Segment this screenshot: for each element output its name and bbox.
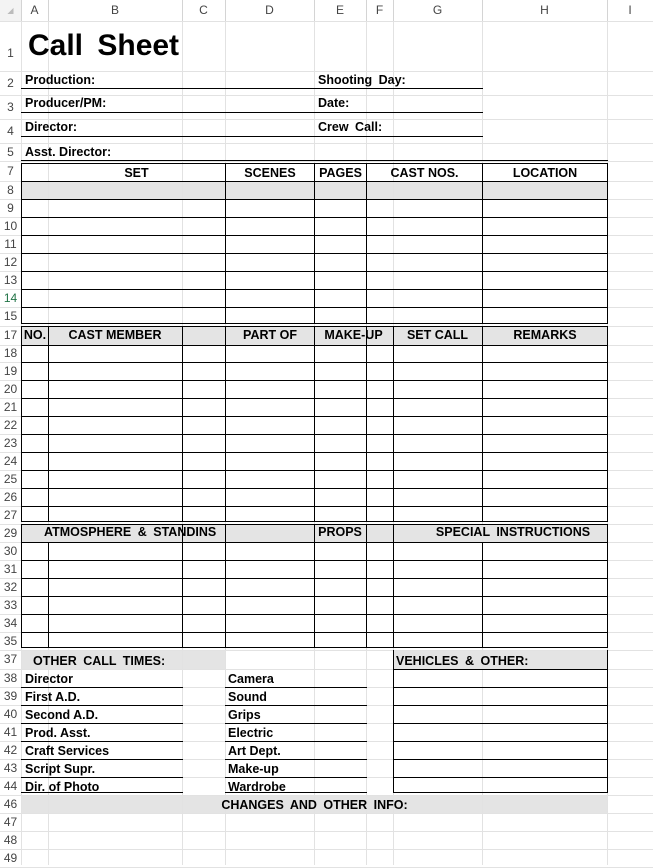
cell-border — [225, 326, 226, 522]
row-header-18[interactable]: 18 — [0, 345, 21, 363]
row-header-38[interactable]: 38 — [0, 669, 21, 688]
cell-border — [393, 792, 608, 793]
column-header-b[interactable]: B — [48, 0, 183, 21]
column-header-c[interactable]: C — [182, 0, 226, 21]
call-time-5[interactable]: Script Supr. — [25, 762, 96, 776]
row-header-43[interactable]: 43 — [0, 759, 21, 778]
row-header-44[interactable]: 44 — [0, 777, 21, 796]
cell-border — [225, 524, 226, 648]
cell-border — [182, 326, 183, 522]
cell-border — [482, 542, 483, 648]
row-header-48[interactable]: 48 — [0, 831, 21, 850]
cell-border — [366, 524, 367, 648]
row-header-8[interactable]: 8 — [0, 181, 21, 200]
cell-border — [48, 326, 49, 522]
sheet-title[interactable]: Call Sheet — [28, 29, 180, 62]
row-header-26[interactable]: 26 — [0, 488, 21, 507]
row-header-24[interactable]: 24 — [0, 452, 21, 471]
row-header-40[interactable]: 40 — [0, 705, 21, 724]
row-header-37[interactable]: 37 — [0, 650, 21, 670]
call-time-0[interactable]: Director — [25, 672, 73, 686]
row-header-5[interactable]: 5 — [0, 143, 21, 162]
cell-border — [21, 326, 22, 522]
cell-border — [393, 524, 394, 648]
call-time-dept-3[interactable]: Electric — [228, 726, 274, 740]
cell-border — [48, 542, 49, 648]
cell-border — [366, 163, 367, 324]
cell-border — [314, 326, 315, 522]
production-label[interactable]: Production: — [25, 73, 96, 87]
asst-director-label[interactable]: Asst. Director: — [25, 145, 112, 159]
call-time-dept-5[interactable]: Make-up — [228, 762, 279, 776]
gridline-row — [0, 161, 653, 162]
column-header-f[interactable]: F — [366, 0, 394, 21]
row-header-42[interactable]: 42 — [0, 741, 21, 760]
cell-border — [21, 112, 315, 113]
cast-nos-header[interactable]: CAST NOS. — [390, 166, 459, 180]
cell-border — [393, 777, 608, 778]
producer-pm-label[interactable]: Producer/PM: — [25, 96, 107, 110]
cell-border — [393, 687, 608, 688]
cell-border — [21, 524, 22, 648]
cell-border — [314, 112, 483, 113]
gridline-row — [0, 831, 653, 832]
crew-call-label[interactable]: Crew Call: — [318, 120, 383, 134]
cell-border — [225, 163, 226, 324]
cell-border — [607, 524, 608, 648]
props-header[interactable]: PROPS — [318, 525, 362, 539]
remarks-header[interactable]: REMARKS — [513, 328, 577, 342]
row-header-23[interactable]: 23 — [0, 434, 21, 453]
gridline-row — [0, 849, 653, 850]
row-header-7[interactable]: 7 — [0, 161, 21, 182]
call-time-6[interactable]: Dir. of Photo — [25, 780, 100, 794]
no-header[interactable]: NO. — [23, 328, 47, 342]
row-header-30[interactable]: 30 — [0, 542, 21, 561]
cell-border — [366, 326, 367, 522]
cell-border — [393, 650, 394, 793]
cell-border — [607, 326, 608, 522]
cell-border — [482, 163, 483, 324]
cell-border — [21, 163, 22, 324]
call-time-dept-2[interactable]: Grips — [228, 708, 261, 722]
select-all-corner[interactable]: ◢ — [0, 0, 22, 21]
column-header-i[interactable]: I — [607, 0, 653, 21]
row-header-46[interactable]: 46 — [0, 795, 21, 814]
call-time-1[interactable]: First A.D. — [25, 690, 81, 704]
shooting-day-label[interactable]: Shooting Day: — [318, 73, 406, 87]
part-of-header[interactable]: PART OF — [243, 328, 297, 342]
call-time-dept-1[interactable]: Sound — [228, 690, 267, 704]
cell-border — [393, 326, 394, 522]
cell-border — [393, 723, 608, 724]
row-header-10[interactable]: 10 — [0, 217, 21, 236]
row-header-17[interactable]: 17 — [0, 326, 21, 346]
cell-border — [182, 524, 183, 648]
date-label[interactable]: Date: — [318, 96, 350, 110]
cell-border — [393, 741, 608, 742]
cell-border — [482, 326, 483, 522]
row-header-22[interactable]: 22 — [0, 416, 21, 435]
call-time-dept-4[interactable]: Art Dept. — [228, 744, 281, 758]
row-header-35[interactable]: 35 — [0, 632, 21, 651]
row-header-33[interactable]: 33 — [0, 596, 21, 615]
gridline-row — [0, 21, 653, 22]
column-header-h[interactable]: H — [482, 0, 608, 21]
cell-border — [393, 759, 608, 760]
row-header-9[interactable]: 9 — [0, 199, 21, 218]
call-time-dept-6[interactable]: Wardrobe — [228, 780, 286, 794]
cell-border — [393, 705, 608, 706]
row-header-34[interactable]: 34 — [0, 614, 21, 633]
row-header-12[interactable]: 12 — [0, 253, 21, 272]
atmosphere-header[interactable]: ATMOSPHERE & STANDINS — [44, 525, 217, 539]
row-header-49[interactable]: 49 — [0, 849, 21, 868]
pages-header[interactable]: PAGES — [319, 166, 362, 180]
director-label[interactable]: Director: — [25, 120, 78, 134]
set-call-header[interactable]: SET CALL — [406, 328, 469, 342]
make-up-header[interactable]: MAKE-UP — [324, 328, 383, 342]
row-header-32[interactable]: 32 — [0, 578, 21, 597]
cell-border — [607, 163, 608, 324]
row-header-1[interactable]: 1 — [0, 21, 21, 72]
row-header-2[interactable]: 2 — [0, 71, 21, 96]
cell-border — [314, 524, 315, 648]
row-header-15[interactable]: 15 — [0, 307, 21, 327]
column-header-e[interactable]: E — [314, 0, 367, 21]
gridline-row — [0, 650, 653, 651]
call-time-2[interactable]: Second A.D. — [25, 708, 99, 722]
row-header-13[interactable]: 13 — [0, 271, 21, 290]
location-header[interactable]: LOCATION — [512, 166, 578, 180]
cast-member-header[interactable]: CAST MEMBER — [68, 328, 162, 342]
call-time-3[interactable]: Prod. Asst. — [25, 726, 91, 740]
call-time-4[interactable]: Craft Services — [25, 744, 110, 758]
row-header-11[interactable]: 11 — [0, 235, 21, 254]
row-header-31[interactable]: 31 — [0, 560, 21, 579]
cell-border — [21, 136, 315, 137]
row-header-21[interactable]: 21 — [0, 398, 21, 417]
vehicles-header[interactable]: VEHICLES & OTHER: — [396, 654, 529, 668]
row-header-20[interactable]: 20 — [0, 380, 21, 399]
cell-border — [314, 136, 483, 137]
changes-header[interactable]: CHANGES AND OTHER INFO: — [221, 798, 408, 812]
row-header-14[interactable]: 14 — [0, 289, 21, 308]
row-header-27[interactable]: 27 — [0, 506, 21, 525]
cell-border — [314, 163, 315, 324]
cell-border — [607, 650, 608, 793]
scenes-header[interactable]: SCENES — [244, 166, 296, 180]
row-header-41[interactable]: 41 — [0, 723, 21, 742]
column-header-g[interactable]: G — [393, 0, 483, 21]
row-header-4[interactable]: 4 — [0, 119, 21, 144]
row-header-47[interactable]: 47 — [0, 813, 21, 832]
special-instructions-header[interactable]: SPECIAL INSTRUCTIONS — [435, 525, 591, 539]
row-header-39[interactable]: 39 — [0, 687, 21, 706]
call-time-dept-0[interactable]: Camera — [228, 672, 274, 686]
other-call-times-header[interactable]: OTHER CALL TIMES: — [33, 654, 166, 668]
row-header-29[interactable]: 29 — [0, 524, 21, 543]
row-header-25[interactable]: 25 — [0, 470, 21, 489]
column-header-a[interactable]: A — [21, 0, 49, 21]
column-header-d[interactable]: D — [225, 0, 315, 21]
set-header[interactable]: SET — [124, 166, 149, 180]
row-header-19[interactable]: 19 — [0, 362, 21, 381]
row-header-3[interactable]: 3 — [0, 95, 21, 120]
